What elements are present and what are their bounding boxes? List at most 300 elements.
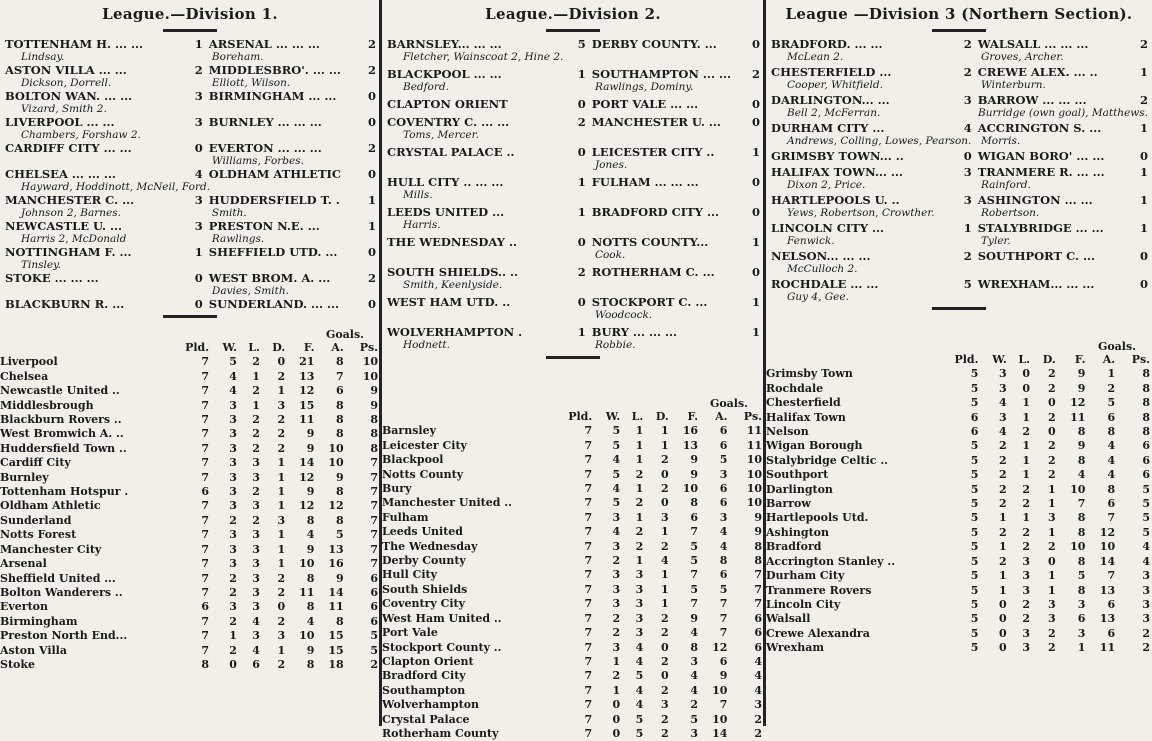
match-result <box>387 176 760 201</box>
away-team: MANCHESTER U. ... <box>591 115 721 129</box>
table-cell: 1 <box>635 510 644 524</box>
table-cell: 1 <box>999 583 1007 597</box>
column-header: Ps. <box>743 410 762 423</box>
team-name: Notts County <box>382 467 464 481</box>
table-cell: 2 <box>635 525 644 539</box>
table-row <box>766 367 1152 381</box>
team-name: Everton <box>0 600 48 614</box>
team-name: Hartlepools Utd. <box>766 511 869 525</box>
table-cell: 11 <box>299 413 315 427</box>
away-scorers: Cook. <box>594 249 626 261</box>
table-row <box>766 540 1152 554</box>
table-cell: 7 <box>201 629 210 643</box>
away-team: SHEFFIELD UTD. ... <box>208 245 338 259</box>
table-cell: 6 <box>201 485 210 499</box>
match-line <box>387 206 760 219</box>
table-cell: 2 <box>252 384 260 398</box>
match-result <box>771 250 1148 275</box>
match-result <box>771 94 1148 119</box>
table-cell: 12 <box>1099 525 1116 539</box>
table-cell: 8 <box>306 657 315 671</box>
table-cell: 1 <box>661 597 669 611</box>
table-cell: 0 <box>999 597 1007 611</box>
table-row <box>0 399 380 413</box>
table-cell: 6 <box>370 600 378 614</box>
table-cell: 3 <box>612 568 621 582</box>
table-cell: 4 <box>1142 540 1150 554</box>
home-scorers: Vizard, Smith 2. <box>21 103 107 115</box>
table-cell: 5 <box>970 525 979 539</box>
table-cell: 9 <box>690 611 699 625</box>
table-cell: 2 <box>252 513 260 527</box>
home-score: 0 <box>577 145 586 159</box>
home-score: 4 <box>963 121 972 135</box>
table-cell: 9 <box>306 441 315 455</box>
table-cell: 2 <box>1022 540 1030 554</box>
home-scorers: Fletcher, Wainscoat 2, Hine 2. <box>403 51 564 63</box>
table-cell: 11 <box>1070 410 1086 424</box>
table-cell: 6 <box>719 568 728 582</box>
table-row <box>766 627 1152 641</box>
table-row <box>382 583 764 597</box>
match-line <box>771 94 1148 107</box>
table-cell: 1 <box>277 456 286 470</box>
team-name: Aston Villa <box>0 643 67 657</box>
table-row <box>382 597 764 611</box>
table-cell: 5 <box>970 641 979 655</box>
league-table <box>0 341 380 672</box>
table-cell: 7 <box>201 369 210 383</box>
results-block <box>0 38 380 311</box>
table-cell: 12 <box>299 470 315 484</box>
away-scorers: Rawlings. <box>211 233 265 245</box>
home-scorers: Hodnett. <box>403 339 450 351</box>
table-cell: 7 <box>1107 569 1116 583</box>
table-cell: 1 <box>277 643 286 657</box>
team-name: Barnsley <box>382 424 436 438</box>
table-cell: 2 <box>661 453 669 467</box>
table-cell: 14 <box>299 456 315 470</box>
home-scorers: Dickson, Dorrell. <box>21 77 112 89</box>
table-cell: 4 <box>754 683 762 697</box>
table-cell: 21 <box>299 355 315 369</box>
scorers-line <box>5 207 376 219</box>
team-name: Nelson <box>766 425 809 439</box>
table-row <box>0 658 380 672</box>
home-score: 3 <box>963 165 972 179</box>
column-header: L. <box>248 341 260 354</box>
team-name: Bradford <box>766 540 822 554</box>
table-row <box>0 471 380 485</box>
away-score: 0 <box>1139 149 1148 163</box>
team-name: Stockport County .. <box>382 640 502 654</box>
match-result <box>387 266 760 291</box>
table-cell: 6 <box>370 585 378 599</box>
team-name: Chelsea <box>0 369 49 383</box>
away-team: SOUTHPORT C. ... <box>977 249 1096 263</box>
table-cell: 1 <box>1022 468 1030 482</box>
table-row <box>766 497 1152 511</box>
table-cell: 4 <box>690 626 699 640</box>
table-cell: 0 <box>661 496 669 510</box>
match-result <box>771 150 1148 163</box>
team-name: Darlington <box>766 482 833 496</box>
table-cell: 5 <box>1107 396 1116 410</box>
table-cell: 1 <box>252 369 260 383</box>
table-cell: 8 <box>1077 425 1086 439</box>
home-score: 4 <box>194 167 203 181</box>
table-cell: 3 <box>690 726 699 740</box>
scorers-line <box>771 207 1148 219</box>
table-cell: 8 <box>201 657 210 671</box>
away-team: OLDHAM ATHLETIC <box>208 167 342 181</box>
table-cell: 9 <box>1077 367 1086 381</box>
team-name: Barrow <box>766 497 811 511</box>
table-cell: 15 <box>328 643 344 657</box>
away-scorers: Rawlings, Dominy. <box>594 81 694 93</box>
home-team: DURHAM CITY ... <box>771 121 885 135</box>
away-score: 1 <box>751 145 760 159</box>
table-cell: 7 <box>370 485 378 499</box>
table-row <box>766 511 1152 525</box>
table-cell: 5 <box>970 511 979 525</box>
away-team: MIDDLESBRO'. ... ... <box>208 63 341 77</box>
home-scorers: Smith, Keenlyside. <box>403 279 503 291</box>
away-scorers <box>581 129 760 141</box>
table-cell: 11 <box>1099 641 1116 655</box>
home-team: LEEDS UNITED ... <box>387 205 505 219</box>
table-cell: 2 <box>252 441 260 455</box>
home-score: 0 <box>194 141 203 155</box>
match-result <box>387 206 760 231</box>
match-result <box>5 38 376 63</box>
match-result <box>771 122 1148 147</box>
table-cell: 2 <box>661 611 669 625</box>
home-team: SOUTH SHIELDS.. .. <box>387 265 519 279</box>
match-result <box>5 220 376 245</box>
scorers-line <box>387 309 760 321</box>
table-cell: 7 <box>201 413 210 427</box>
table-cell: 9 <box>306 643 315 657</box>
table-cell: 0 <box>661 669 669 683</box>
table-cell: 5 <box>370 629 378 643</box>
table-cell: 3 <box>999 410 1007 424</box>
home-scorers: Dixon 2, Price. <box>787 179 866 191</box>
table-cell: 6 <box>970 410 979 424</box>
away-team: PRESTON N.E. ... <box>208 219 320 233</box>
table-cell: 2 <box>612 554 621 568</box>
column-header: F. <box>1074 353 1086 366</box>
table-row <box>382 669 764 683</box>
table-row <box>766 584 1152 598</box>
division-3-column <box>766 0 1152 726</box>
table-cell: 5 <box>970 468 979 482</box>
table-rule <box>546 356 600 359</box>
table-cell: 6 <box>754 626 762 640</box>
table-cell: 7 <box>201 470 210 484</box>
table-cell: 10 <box>682 482 699 496</box>
away-scorers <box>581 219 760 231</box>
table-cell: 8 <box>336 355 344 369</box>
table-cell: 0 <box>612 712 621 726</box>
table-cell: 3 <box>1048 511 1056 525</box>
table-cell: 0 <box>661 640 669 654</box>
table-row <box>0 644 380 658</box>
away-scorers: Davies, Smith. <box>211 285 289 297</box>
table-cell: 1 <box>1022 439 1030 453</box>
away-score: 0 <box>367 297 376 311</box>
table-cell: 2 <box>1048 410 1056 424</box>
table-cell: 9 <box>336 571 344 585</box>
table-cell: 7 <box>584 611 593 625</box>
table-cell: 3 <box>1142 612 1150 626</box>
scorers-line <box>5 181 376 193</box>
home-score: 5 <box>577 37 586 51</box>
table-cell: 3 <box>229 557 237 571</box>
table-row <box>0 384 380 398</box>
table-cell: 9 <box>754 510 762 524</box>
home-team: NELSON... ... ... <box>771 249 871 263</box>
home-team: BARNSLEY... ... ... <box>387 37 502 51</box>
team-name: Bolton Wanderers .. <box>0 585 123 599</box>
table-row <box>382 554 764 568</box>
table-row <box>382 641 764 655</box>
table-cell: 5 <box>970 554 979 568</box>
away-team: FULHAM ... ... ... <box>591 175 699 189</box>
title-rule <box>546 29 600 32</box>
table-cell: 7 <box>370 542 378 556</box>
away-team: BURNLEY ... ... ... <box>208 115 322 129</box>
table-cell: 3 <box>612 510 621 524</box>
home-team: CARDIFF CITY ... ... <box>5 141 132 155</box>
table-cell: 1 <box>1107 367 1116 381</box>
match-line <box>387 326 760 339</box>
table-cell: 3 <box>1022 569 1030 583</box>
away-team: LEICESTER CITY .. <box>591 145 715 159</box>
table-cell: 2 <box>635 467 644 481</box>
table-row <box>0 572 380 586</box>
table-row <box>766 439 1152 453</box>
table-cell: 13 <box>1099 612 1116 626</box>
match-line <box>5 116 376 129</box>
table-cell: 2 <box>612 669 621 683</box>
table-row <box>766 598 1152 612</box>
table-cell: 7 <box>370 557 378 571</box>
team-name: Notts Forest <box>0 528 77 542</box>
home-scorers: Hayward, Hoddinott, McNeil, Ford. <box>21 181 211 193</box>
table-cell: 1 <box>1048 525 1056 539</box>
match-line <box>771 194 1148 207</box>
table-cell: 6 <box>370 614 378 628</box>
home-team: CLAPTON ORIENT <box>387 97 508 111</box>
match-line <box>771 250 1148 263</box>
table-cell: 3 <box>252 470 260 484</box>
table-cell: 9 <box>690 453 699 467</box>
team-name: Manchester United .. <box>382 496 512 510</box>
table-cell: 2 <box>999 468 1007 482</box>
table-row <box>0 600 380 614</box>
table-cell: 14 <box>712 726 728 740</box>
table-cell: 8 <box>1107 425 1116 439</box>
away-scorers: Smith. <box>211 207 247 219</box>
scorers-line <box>771 291 1148 303</box>
table-cell: 2 <box>661 712 669 726</box>
table-cell: 6 <box>336 384 344 398</box>
table-cell: 2 <box>1022 482 1030 496</box>
header-spacer <box>766 353 936 367</box>
table-row <box>382 496 764 510</box>
away-scorers: Robbie. <box>594 339 636 351</box>
home-scorers: Mills. <box>403 189 433 201</box>
table-cell: 5 <box>635 726 644 740</box>
table-cell: 7 <box>719 626 728 640</box>
table-cell: 10 <box>746 496 762 510</box>
home-score: 1 <box>577 67 586 81</box>
table-row <box>0 528 380 542</box>
table-cell: 7 <box>584 424 593 438</box>
home-team: HALIFAX TOWN... ... <box>771 165 903 179</box>
results-block <box>382 38 764 351</box>
table-cell: 5 <box>970 381 979 395</box>
table-cell: 7 <box>584 698 593 712</box>
table-cell: 5 <box>719 582 728 596</box>
home-team: CHESTERFIELD ... <box>771 65 892 79</box>
away-scorers: Burridge (own goal), Matthews. <box>978 107 1148 119</box>
home-scorers <box>5 155 198 167</box>
table-cell: 3 <box>612 640 621 654</box>
scorers-line <box>771 79 1148 91</box>
table-cell: 3 <box>661 698 669 712</box>
table-cell: 2 <box>277 585 286 599</box>
table-cell: 1 <box>229 629 237 643</box>
home-scorers: McCulloch 2. <box>787 263 858 275</box>
table-cell: 2 <box>370 657 378 671</box>
table-cell: 3 <box>1077 626 1086 640</box>
team-name: Crystal Palace <box>382 712 470 726</box>
match-result <box>5 246 376 271</box>
home-scorers: Andrews, Colling, Lowes, Pearson. <box>787 135 972 147</box>
table-cell: 2 <box>229 571 237 585</box>
team-name: Crewe Alexandra <box>766 626 870 640</box>
team-name: Blackpool <box>382 453 444 467</box>
home-score: 2 <box>194 63 203 77</box>
table-cell: 18 <box>328 657 344 671</box>
table-cell: 0 <box>612 726 621 740</box>
table-cell: 9 <box>306 542 315 556</box>
home-score: 2 <box>577 115 586 129</box>
away-team: ASHINGTON ... ... <box>977 193 1093 207</box>
table-cell: 5 <box>970 612 979 626</box>
table-cell: 9 <box>306 485 315 499</box>
table-row <box>766 612 1152 626</box>
match-line <box>771 222 1148 235</box>
scorers-line <box>387 189 760 201</box>
goals-header: Goals. <box>1097 340 1136 353</box>
table-cell: 7 <box>201 513 210 527</box>
team-name: Tottenham Hotspur . <box>0 485 129 499</box>
home-score: 2 <box>963 65 972 79</box>
table-cell: 3 <box>252 542 260 556</box>
team-name: Ashington <box>766 525 830 539</box>
home-scorers: Tinsley. <box>21 259 61 271</box>
division-title: League.—Division 2. <box>485 5 661 23</box>
team-name: Coventry City <box>382 597 465 611</box>
home-team: ROCHDALE ... ... <box>771 277 879 291</box>
table-row <box>766 569 1152 583</box>
away-team: NOTTS COUNTY... <box>591 235 709 249</box>
table-cell: 10 <box>1070 482 1086 496</box>
scorers-line <box>387 159 760 171</box>
away-scorers: Jones. <box>594 159 628 171</box>
table-cell: 11 <box>746 424 762 438</box>
match-line <box>771 122 1148 135</box>
away-team: DERBY COUNTY. ... <box>591 37 717 51</box>
home-scorers: Toms, Mercer. <box>403 129 479 141</box>
table-cell: 5 <box>612 496 621 510</box>
away-team: TRANMERE R. ... ... <box>977 165 1105 179</box>
away-score: 1 <box>751 325 760 339</box>
match-result <box>5 142 376 167</box>
table-cell: 0 <box>1022 381 1030 395</box>
table-cell: 2 <box>661 539 669 553</box>
table-cell: 2 <box>999 482 1007 496</box>
match-result <box>387 326 760 351</box>
table-cell: 1 <box>277 470 286 484</box>
table-cell: 10 <box>746 467 762 481</box>
home-scorers <box>387 159 581 171</box>
match-line <box>771 66 1148 79</box>
table-cell: 3 <box>277 513 286 527</box>
table-cell: 1 <box>1022 511 1030 525</box>
away-team: STALYBRIDGE ... ... <box>977 221 1104 235</box>
table-cell: 3 <box>229 398 237 412</box>
away-score: 0 <box>367 167 376 181</box>
table-row <box>0 557 380 571</box>
table-cell: 10 <box>746 482 762 496</box>
match-result <box>5 64 376 89</box>
table-cell: 3 <box>252 499 260 513</box>
scorers-line <box>5 155 376 167</box>
table-cell: 2 <box>1022 497 1030 511</box>
table-cell: 3 <box>635 626 644 640</box>
table-cell: 8 <box>1077 583 1086 597</box>
table-cell: 8 <box>370 427 378 441</box>
scorers-line <box>5 233 376 245</box>
home-scorers: Cooper, Whitfield. <box>787 79 883 91</box>
column-header: A. <box>1102 353 1116 366</box>
match-result <box>5 168 376 193</box>
home-score: 1 <box>577 175 586 189</box>
home-team: STOKE ... ... ... <box>5 271 99 285</box>
table-cell: 4 <box>612 482 621 496</box>
table-cell: 12 <box>299 384 315 398</box>
match-line <box>387 38 760 51</box>
team-name: South Shields <box>382 582 468 596</box>
table-cell: 1 <box>999 511 1007 525</box>
table-cell: 3 <box>252 600 260 614</box>
table-cell: 6 <box>970 425 979 439</box>
team-name: Southampton <box>382 683 466 697</box>
table-cell: 2 <box>1142 626 1150 640</box>
table-cell: 8 <box>719 554 728 568</box>
table-cell: 5 <box>635 712 644 726</box>
home-team: THE WEDNESDAY .. <box>387 235 517 249</box>
home-scorers: McLean 2. <box>787 51 844 63</box>
table-row <box>0 615 380 629</box>
table-row <box>0 586 380 600</box>
table-cell: 4 <box>754 654 762 668</box>
table-cell: 1 <box>1022 410 1030 424</box>
